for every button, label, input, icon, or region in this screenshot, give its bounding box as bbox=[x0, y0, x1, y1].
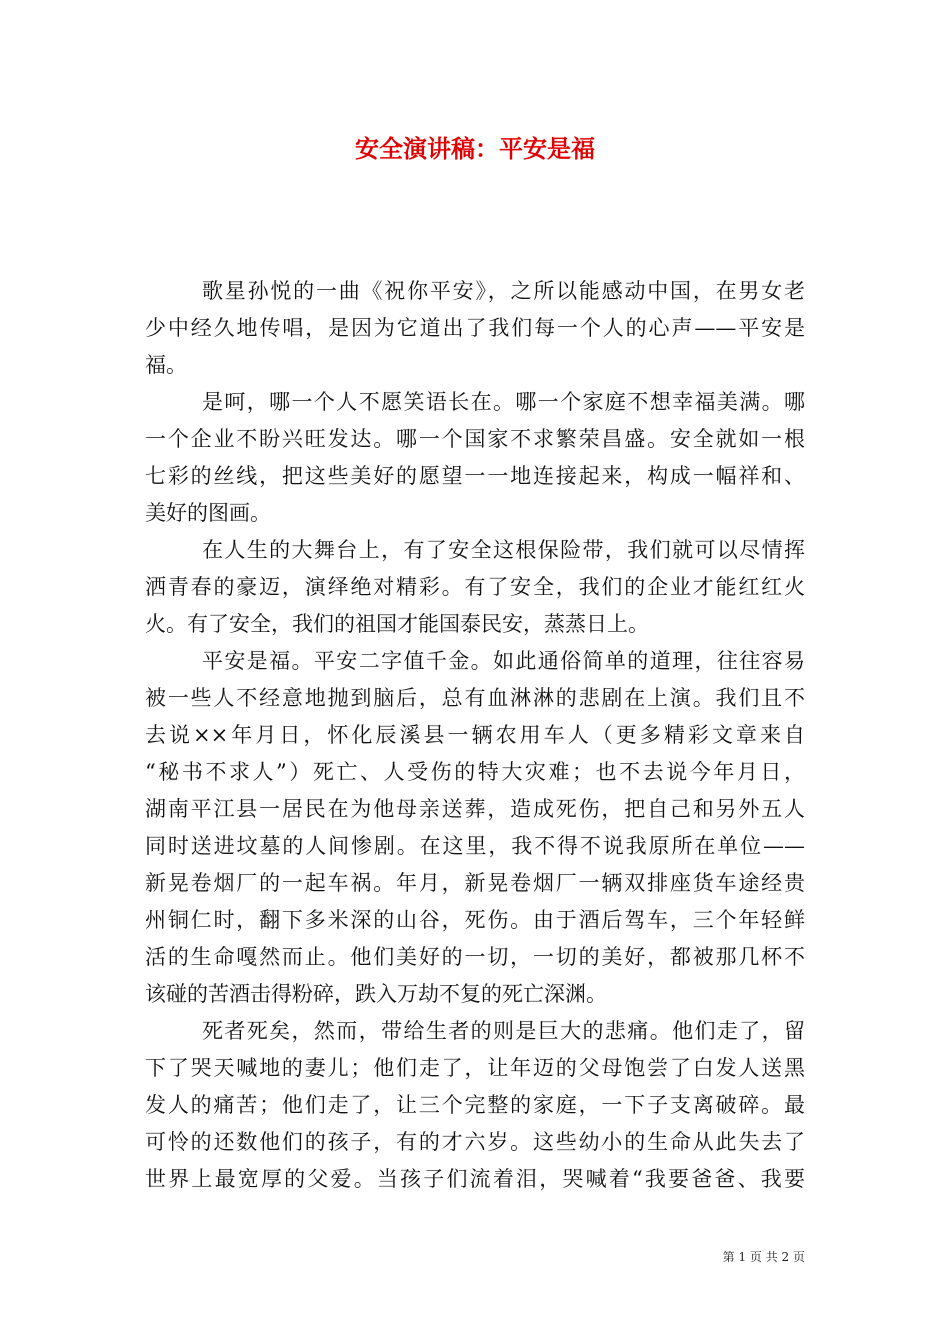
document-title: 安全演讲稿：平安是福 bbox=[355, 134, 595, 163]
paragraph bbox=[145, 1013, 805, 1198]
text-line: 七彩的丝线，把这些美好的愿望一一地连接起来，构成一幅祥和、 bbox=[145, 464, 805, 488]
text-line: 被一些人不经意地抛到脑后，总有血淋淋的悲剧在上演。我们且不 bbox=[145, 686, 805, 710]
text-line: 是呵，哪一个人不愿笑语长在。哪一个家庭不想幸福美满。哪 bbox=[202, 390, 805, 414]
text-line: 火。有了安全，我们的祖国才能国泰民安，蒸蒸日上。 bbox=[145, 612, 649, 636]
text-line: 州铜仁时，翻下多米深的山谷，死伤。由于酒后驾车，三个年轻鲜 bbox=[145, 908, 805, 932]
text-line: 新晃卷烟厂的一起车祸。年月，新晃卷烟厂一辆双排座货车途经贵 bbox=[145, 871, 805, 895]
text-line: 下了哭天喊地的妻儿；他们走了，让年迈的父母饱尝了白发人送黑 bbox=[145, 1056, 805, 1080]
text-line: 同时送进坟墓的人间惨剧。在这里，我不得不说我原所在单位—— bbox=[145, 834, 805, 858]
page-number: 第 1 页 共 2 页 bbox=[722, 1250, 805, 1264]
paragraph bbox=[145, 273, 805, 384]
text-line: 少中经久地传唱，是因为它道出了我们每一个人的心声——平安是 bbox=[145, 316, 805, 340]
text-line: 平安是福。平安二字值千金。如此通俗简单的道理，往往容易 bbox=[202, 649, 805, 673]
text-line: 活的生命嘎然而止。他们美好的一切，一切的美好，都被那几杯不 bbox=[145, 945, 805, 969]
text-line: 该碰的苦酒击得粉碎，跌入万劫不复的死亡深渊。 bbox=[145, 982, 607, 1006]
text-line: 可怜的还数他们的孩子，有的才六岁。这些幼小的生命从此失去了 bbox=[145, 1130, 805, 1154]
text-line: 死者死矣，然而，带给生者的则是巨大的悲痛。他们走了，留 bbox=[202, 1019, 805, 1043]
text-line: “秘书不求人”）死亡、人受伤的特大灾难；也不去说今年月日， bbox=[145, 760, 805, 784]
text-line: 福。 bbox=[145, 353, 187, 377]
text-line: 世界上最宽厚的父爱。当孩子们流着泪，哭喊着“我要爸爸、我要 bbox=[145, 1167, 805, 1191]
text-line: 歌星孙悦的一曲《祝你平安》，之所以能感动中国，在男女老 bbox=[202, 279, 805, 303]
paragraph bbox=[145, 643, 805, 1013]
text-line: 发人的痛苦；他们走了，让三个完整的家庭，一下子支离破碎。最 bbox=[145, 1093, 805, 1117]
text-line: 在人生的大舞台上，有了安全这根保险带，我们就可以尽情挥 bbox=[202, 538, 805, 562]
paragraph bbox=[145, 384, 805, 532]
text-line: 一个企业不盼兴旺发达。哪一个国家不求繁荣昌盛。安全就如一根 bbox=[145, 427, 805, 451]
text-line: 美好的图画。 bbox=[145, 501, 271, 525]
document-body bbox=[145, 273, 805, 1198]
paragraph bbox=[145, 532, 805, 643]
text-line: 去说××年月日，怀化辰溪县一辆农用车人（更多精彩文章来自 bbox=[145, 723, 805, 747]
text-line: 湖南平江县一居民在为他母亲送葬，造成死伤，把自己和另外五人 bbox=[145, 797, 805, 821]
text-line: 洒青春的豪迈，演绎绝对精彩。有了安全，我们的企业才能红红火 bbox=[145, 575, 805, 599]
